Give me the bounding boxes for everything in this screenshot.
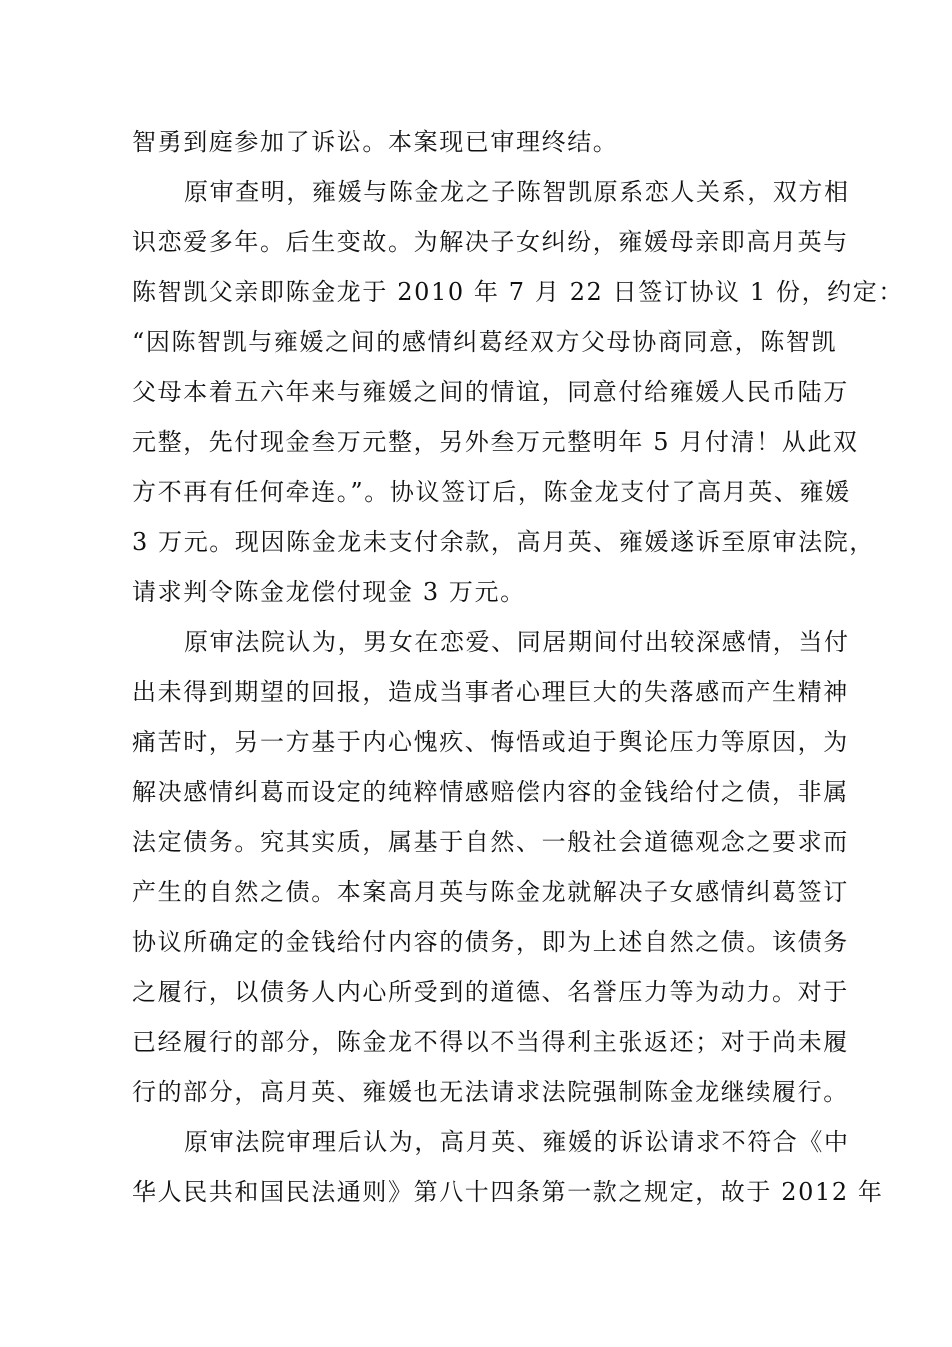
text-line-8: 方不再有任何牵连。”。协议签订后，陈金龙支付了高月英、雍媛: [132, 478, 851, 506]
text-line-7: 元整，先付现金叁万元整，另外叁万元整明年 5 月付清！从此双: [132, 428, 859, 456]
text-line-22: 华人民共和国民法通则》第八十四条第一款之规定，故于 2012 年: [132, 1178, 884, 1206]
text-line-9: 3 万元。现因陈金龙未支付余款，高月英、雍媛遂诉至原审法院，: [132, 528, 875, 556]
text-line-2: 原审查明，雍媛与陈金龙之子陈智凯原系恋人关系，双方相: [184, 178, 850, 206]
text-line-6: 父母本着五六年来与雍媛之间的情谊，同意付给雍媛人民币陆万: [132, 378, 849, 406]
text-line-1: 智勇到庭参加了诉讼。本案现已审理终结。: [132, 128, 619, 156]
text-line-18: 之履行，以债务人内心所受到的道德、名誉压力等为动力。对于: [132, 978, 849, 1006]
text-line-11: 原审法院认为，男女在恋爱、同居期间付出较深感情，当付: [184, 628, 850, 656]
text-line-16: 产生的自然之债。本案高月英与陈金龙就解决子女感情纠葛签订: [132, 878, 849, 906]
text-line-21: 原审法院审理后认为，高月英、雍媛的诉讼请求不符合《中: [184, 1128, 850, 1156]
text-line-4: 陈智凯父亲即陈金龙于 2010 年 7 月 22 日签订协议 1 份，约定：: [132, 278, 904, 306]
text-line-19: 已经履行的部分，陈金龙不得以不当得利主张返还；对于尚未履: [132, 1028, 849, 1056]
text-line-12: 出未得到期望的回报，造成当事者心理巨大的失落感而产生精神: [132, 678, 849, 706]
text-line-13: 痛苦时，另一方基于内心愧疚、悔悟或迫于舆论压力等原因，为: [132, 728, 849, 756]
text-line-15: 法定债务。究其实质，属基于自然、一般社会道德观念之要求而: [132, 828, 849, 856]
text-line-17: 协议所确定的金钱给付内容的债务，即为上述自然之债。该债务: [132, 928, 849, 956]
text-line-10: 请求判令陈金龙偿付现金 3 万元。: [132, 578, 526, 606]
text-line-3: 识恋爱多年。后生变故。为解决子女纠纷，雍媛母亲即高月英与: [132, 228, 849, 256]
text-line-20: 行的部分，高月英、雍媛也无法请求法院强制陈金龙继续履行。: [132, 1078, 849, 1106]
text-line-14: 解决感情纠葛而设定的纯粹情感赔偿内容的金钱给付之债，非属: [132, 778, 849, 806]
text-line-5: “因陈智凯与雍媛之间的感情纠葛经双方父母协商同意，陈智凯: [132, 328, 838, 356]
